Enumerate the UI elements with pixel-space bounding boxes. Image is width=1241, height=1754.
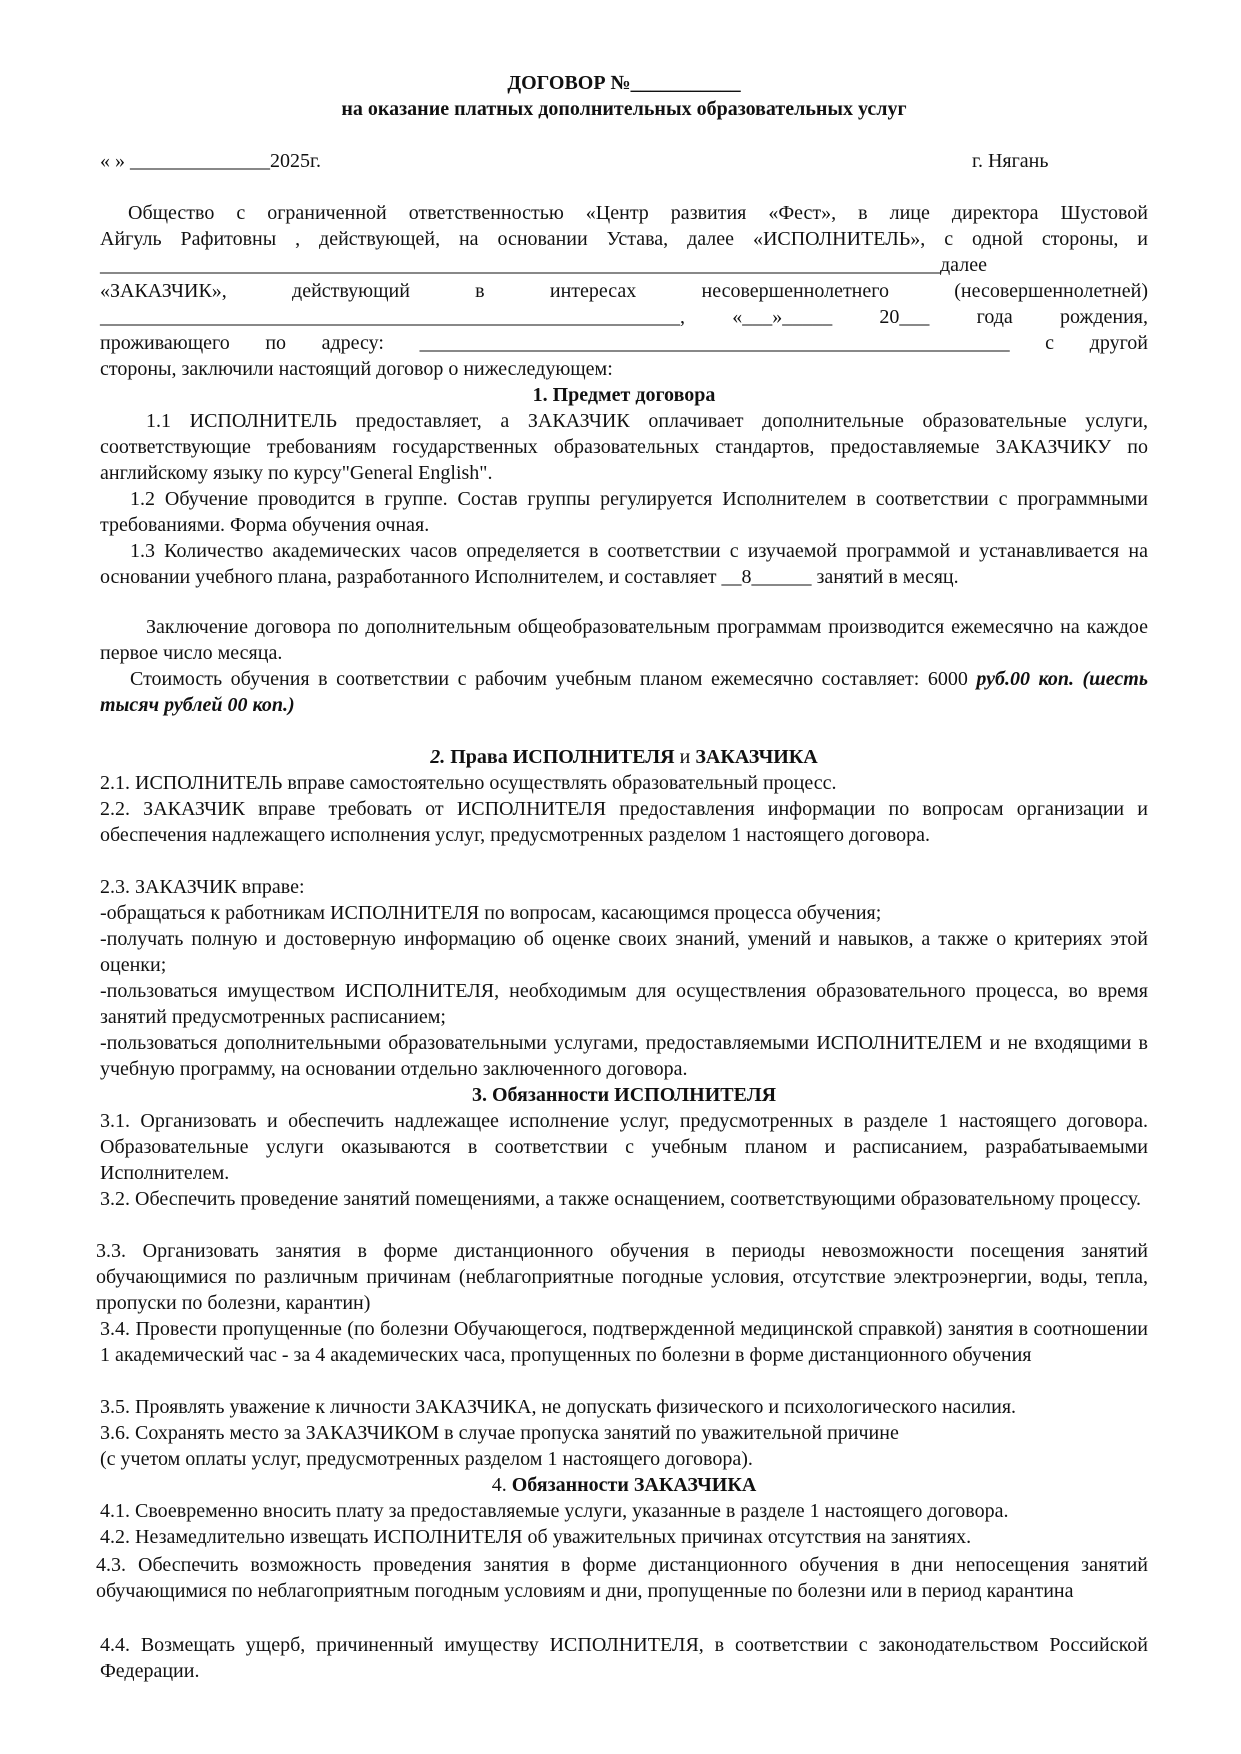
intro-line-1: Общество с ограниченной ответственностью «Центр развития «Фест», в лице директора Шустовой [128, 202, 1148, 224]
clause-4-3: 4.3. Обеспечить возможность проведения занятия в форме дистанционного обучения в дни непосещения занятий обучающимися по неблагоприятным погодным условиям и дни, пропущенные по болезни или в период карантина [96, 1554, 1148, 1602]
section-2-heading-a: Права ИСПОЛНИТЕЛЯ [445, 746, 680, 768]
clause-1-1: 1.1 ИСПОЛНИТЕЛЬ предоставляет, а ЗАКАЗЧИК оплачивает дополнительные образовательные услуги, соответствующие требованиям государственных образовательных стандартов, предоставляемые ЗАКАЗЧИКУ по английскому языку по курсу"General English". [100, 410, 1148, 484]
right-item-4: -пользоваться дополнительными образовательными услугами, предоставляемыми ИСПОЛНИТЕЛЕМ и не входящими в учебную программу, на основании отдельно заключенного договора. [100, 1032, 1148, 1080]
clause-1-2: 1.2 Обучение проводится в группе. Состав группы регулируется Исполнителем в соответствии с программными требованиями. Форма обучения очная. [100, 488, 1148, 536]
section-2-heading-and: и [679, 746, 691, 768]
contract-subtitle: на оказание платных дополнительных образовательных услуг [341, 98, 907, 120]
section-4-title: Обязанности ЗАКАЗЧИКА [511, 1474, 757, 1496]
clause-4-1: 4.1. Своевременно вносить плату за предоставляемые услуги, указанные в разделе 1 настоящего договора. [100, 1500, 1009, 1522]
clause-3-2: 3.2. Обеспечить проведение занятий помещениями, а также оснащением, соответствующими образовательному процессу. [100, 1188, 1141, 1210]
section-3-heading: 3. Обязанности ИСПОЛНИТЕЛЯ [471, 1084, 777, 1106]
intro-line-3: ____________________________________________________________________________________далее [100, 254, 987, 276]
right-item-2: -получать полную и достоверную информацию об оценке своих знаний, умений и навыков, а также о критериях этой оценки; [100, 928, 1148, 976]
contract-city: г. Нягань [972, 150, 1049, 172]
section-4-heading [100, 1472, 1148, 1498]
conclusion-paragraph: Заключение договора по дополнительным общеобразовательным программам производится ежемесячно на каждое первое число месяца. [100, 616, 1148, 664]
clause-3-6-line-2: (с учетом оплаты услуг, предусмотренных разделом 1 настоящего договора). [100, 1448, 753, 1470]
intro-line-7: стороны, заключили настоящий договор о нижеследующем: [100, 358, 613, 380]
intro-line-6: проживающего по адресу: ___________________________________________________________ с другой [100, 332, 1148, 354]
clause-4-2: 4.2. Незамедлительно извещать ИСПОЛНИТЕЛЯ об уважительных причинах отсутствия на занятиях. [100, 1526, 972, 1548]
clause-3-1: 3.1. Организовать и обеспечить надлежащее исполнение услуг, предусмотренных в разделе 1 настоящего договора. Образовательные услуги оказываются в соответствии с учебным планом и расписанием, разрабатываемыми Исполнителем. [100, 1110, 1148, 1184]
clause-3-3: 3.3. Организовать занятия в форме дистанционного обучения в периоды невозможности посещения занятий обучающимися по различным причинам (неблагоприятные погодные условия, отсутствие электроэнергии, воды, тепла, пропуски по болезни, карантин) [96, 1240, 1148, 1314]
intro-paragraph [100, 200, 1148, 382]
right-item-3: -пользоваться имуществом ИСПОЛНИТЕЛЯ, необходимым для осуществления образовательного процесса, во время занятий предусмотренных расписанием; [100, 980, 1148, 1028]
contract-date: « » ______________2025г. [100, 150, 321, 172]
clause-2-2: 2.2. ЗАКАЗЧИК вправе требовать от ИСПОЛНИТЕЛЯ предоставления информации по вопросам организации и обеспечения надлежащего исполнения услуг, предусмотренных разделом 1 настоящего договора. [100, 798, 1148, 846]
clause-3-6-line-1: 3.6. Сохранять место за ЗАКАЗЧИКОМ в случае пропуска занятий по уважительной причине [100, 1422, 899, 1444]
intro-line-4: «ЗАКАЗЧИК», действующий в интересах несовершеннолетнего (несовершеннолетней) [100, 280, 1148, 302]
clause-4-4: 4.4. Возмещать ущерб, причиненный имуществу ИСПОЛНИТЕЛЯ, в соответствии с законодательством Российской Федерации. [100, 1634, 1148, 1682]
clause-2-1: 2.1. ИСПОЛНИТЕЛЬ вправе самостоятельно осуществлять образовательный процесс. [100, 772, 837, 794]
clause-2-3: 2.3. ЗАКАЗЧИК вправе: [100, 876, 305, 898]
section-2-heading-b: ЗАКАЗЧИКА [690, 746, 818, 768]
section-1-heading: 1. Предмет договора [532, 384, 716, 406]
cost-paragraph [100, 666, 1148, 718]
contract-title: ДОГОВОР №___________ [507, 72, 741, 94]
cost-amount: руб.00 коп. (шесть тысяч рублей 00 коп.) [100, 668, 1148, 716]
intro-line-5: __________________________________________________________, «___»_____ 20___ года рождения, [100, 306, 1148, 328]
right-item-1: -обращаться к работникам ИСПОЛНИТЕЛЯ по вопросам, касающимся процесса обучения; [100, 902, 882, 924]
section-2-heading [100, 744, 1148, 770]
intro-line-2: Айгуль Рафитовны , действующей, на основании Устава, далее «ИСПОЛНИТЕЛЬ», с одной стороны, и [100, 228, 1148, 250]
section-2-number: 2. [430, 746, 446, 768]
clause-1-3: 1.3 Количество академических часов определяется в соответствии с изучаемой программой и устанавливается на основании учебного плана, разработанного Исполнителем, и составляет __8______ занятий в месяц. [100, 540, 1148, 588]
clause-3-5: 3.5. Проявлять уважение к личности ЗАКАЗЧИКА, не допускать физического и психологического насилия. [100, 1396, 1017, 1418]
cost-text: Стоимость обучения в соответствии с рабочим учебным планом ежемесячно составляет: 6000 [130, 668, 977, 690]
clause-3-4: 3.4. Провести пропущенные (по болезни Обучающегося, подтвержденной медицинской справкой) занятия в соотношении 1 академический час - за 4 академических часа, пропущенных по болезни в форме дистанционного обучения [100, 1318, 1148, 1366]
section-4-number: 4. [491, 1474, 512, 1496]
